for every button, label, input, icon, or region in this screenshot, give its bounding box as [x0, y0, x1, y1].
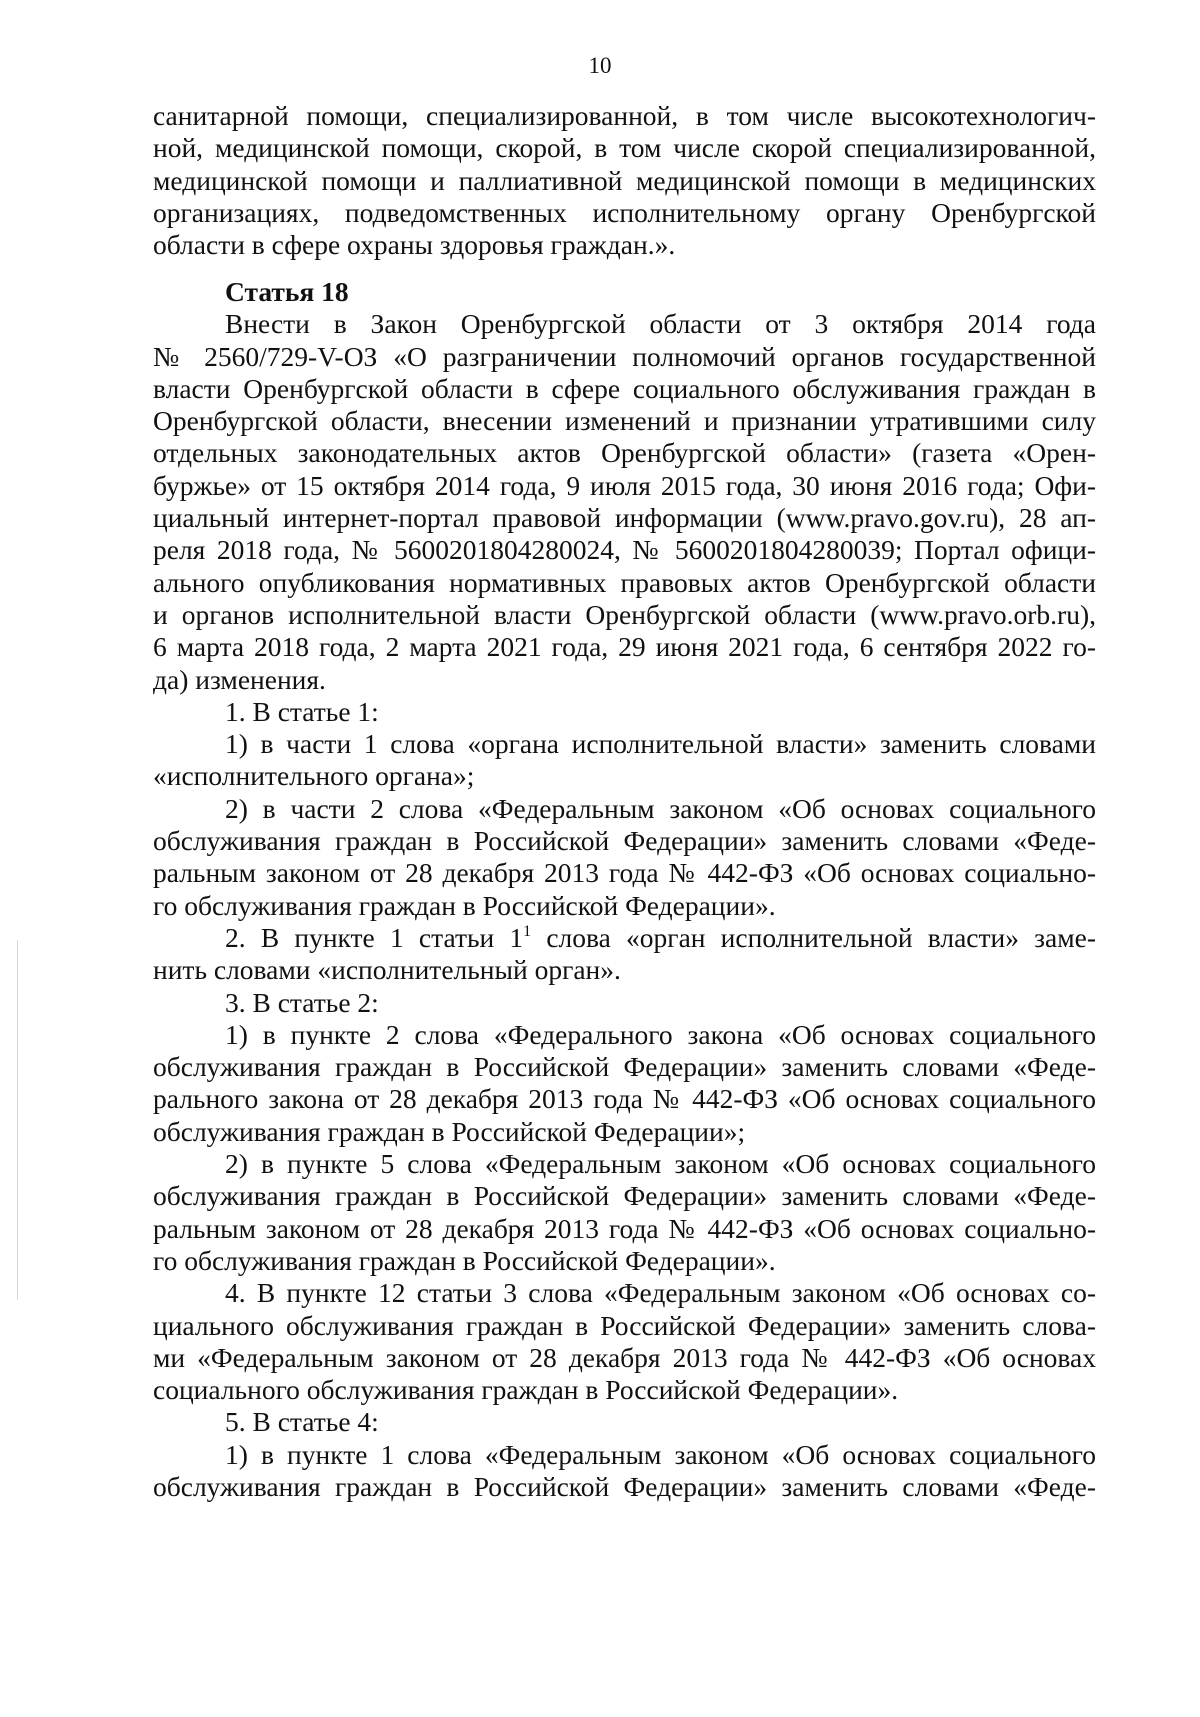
- text-line: ального опубликования нормативных правовых актов Оренбургской области: [153, 566, 1096, 598]
- text-line: обслуживания граждан в Российской Федерации»;: [153, 1115, 746, 1147]
- text-line: «исполнительного органа»;: [153, 760, 475, 792]
- text-line: ральным законом от 28 декабря 2013 года № 442-ФЗ «Об основах социально-: [153, 857, 1096, 889]
- text-line: ми «Федеральным законом от 28 декабря 2013 года № 442-ФЗ «Об основах: [153, 1341, 1096, 1373]
- text-line: организациях, подведомственных исполнительному органу Оренбургской: [153, 196, 1096, 228]
- article-18: [153, 276, 1096, 1503]
- text-fragment: 2. В пункте 1 статьи 1: [225, 921, 524, 953]
- text-line: власти Оренбургской области в сфере социального обслуживания граждан в: [153, 372, 1096, 404]
- text-line: буржье» от 15 октября 2014 года, 9 июля 2015 года, 30 июня 2016 года; Офи-: [153, 469, 1096, 501]
- text-line: ной, медицинской помощи, скорой, в том числе скорой специализированной,: [153, 132, 1096, 164]
- text-line: 1) в пункте 2 слова «Федерального закона «Об основах социального: [225, 1018, 1096, 1050]
- page-number: 10: [588, 53, 612, 78]
- text-line: рального закона от 28 декабря 2013 года № 442-ФЗ «Об основах социального: [153, 1083, 1096, 1115]
- text-line: обслуживания граждан в Российской Федерации» заменить словами «Феде-: [153, 825, 1096, 857]
- text-line: 4. В пункте 12 статьи 3 слова «Федеральным законом «Об основах со-: [225, 1277, 1096, 1309]
- text-line: области в сфере охраны здоровья граждан.».: [153, 229, 676, 261]
- text-line: № 2560/729-V-ОЗ «О разграничении полномочий органов государственной: [153, 340, 1096, 372]
- text-line: 1) в части 1 слова «органа исполнительной власти» заменить словами: [225, 728, 1096, 760]
- text-line: санитарной помощи, специализированной, в том числе высокотехнологич-: [153, 100, 1096, 131]
- text-line: 2) в части 2 слова «Федеральным законом «Об основах социального: [225, 792, 1096, 824]
- text-line: и органов исполнительной власти Оренбургской области (www.pravo.orb.ru),: [153, 598, 1096, 630]
- text-line: го обслуживания граждан в Российской Федерации».: [153, 889, 776, 921]
- text-line: да) изменения.: [153, 663, 326, 695]
- text-line: обслуживания граждан в Российской Федерации» заменить словами «Феде-: [153, 1051, 1096, 1083]
- text-line: 6 марта 2018 года, 2 марта 2021 года, 29 июня 2021 года, 6 сентября 2022 го-: [153, 631, 1096, 663]
- superscript: 1: [523, 922, 532, 940]
- text-line: нить словами «исполнительный орган».: [153, 954, 621, 986]
- text-line: циальный интернет-портал правовой информации (www.pravo.gov.ru), 28 ап-: [153, 502, 1096, 534]
- text-line: Оренбургской области, внесении изменений и признании утратившими силу: [153, 405, 1096, 437]
- text-line: реля 2018 года, № 5600201804280024, № 5600201804280039; Портал офици-: [153, 534, 1096, 566]
- text-line: отдельных законодательных актов Оренбургской области» (газета «Орен-: [153, 437, 1096, 469]
- text-fragment: слова «орган исполнительной власти» заме-: [531, 921, 1096, 953]
- text-line: го обслуживания граждан в Российской Федерации».: [153, 1244, 776, 1276]
- text-line: Внести в Закон Оренбургской области от 3 октября 2014 года: [225, 308, 1096, 340]
- text-line: социального обслуживания граждан в Российской Федерации».: [153, 1374, 899, 1406]
- text-line: ральным законом от 28 декабря 2013 года № 442-ФЗ «Об основах социально-: [153, 1212, 1096, 1244]
- text-line-with-superscript: [153, 922, 1096, 954]
- article-heading: Статья 18: [225, 276, 349, 307]
- text-line: 1) в пункте 1 слова «Федеральным законом «Об основах социального: [225, 1438, 1096, 1470]
- opening-paragraph: [153, 100, 1096, 261]
- text-line: обслуживания граждан в Российской Федерации» заменить словами «Феде-: [153, 1470, 1096, 1502]
- text-line: циального обслуживания граждан в Российской Федерации» заменить слова-: [153, 1309, 1096, 1341]
- text-line: 1. В статье 1:: [225, 695, 379, 727]
- text-line: обслуживания граждан в Российской Федерации» заменить словами «Феде-: [153, 1180, 1096, 1212]
- text-line: медицинской помощи и паллиативной медицинской помощи в медицинских: [153, 164, 1096, 196]
- scan-edge-line: [17, 940, 18, 1300]
- text-line: 2) в пункте 5 слова «Федеральным законом «Об основах социального: [225, 1148, 1096, 1180]
- text-line: 5. В статье 4:: [225, 1406, 379, 1438]
- text-line: 3. В статье 2:: [225, 986, 379, 1018]
